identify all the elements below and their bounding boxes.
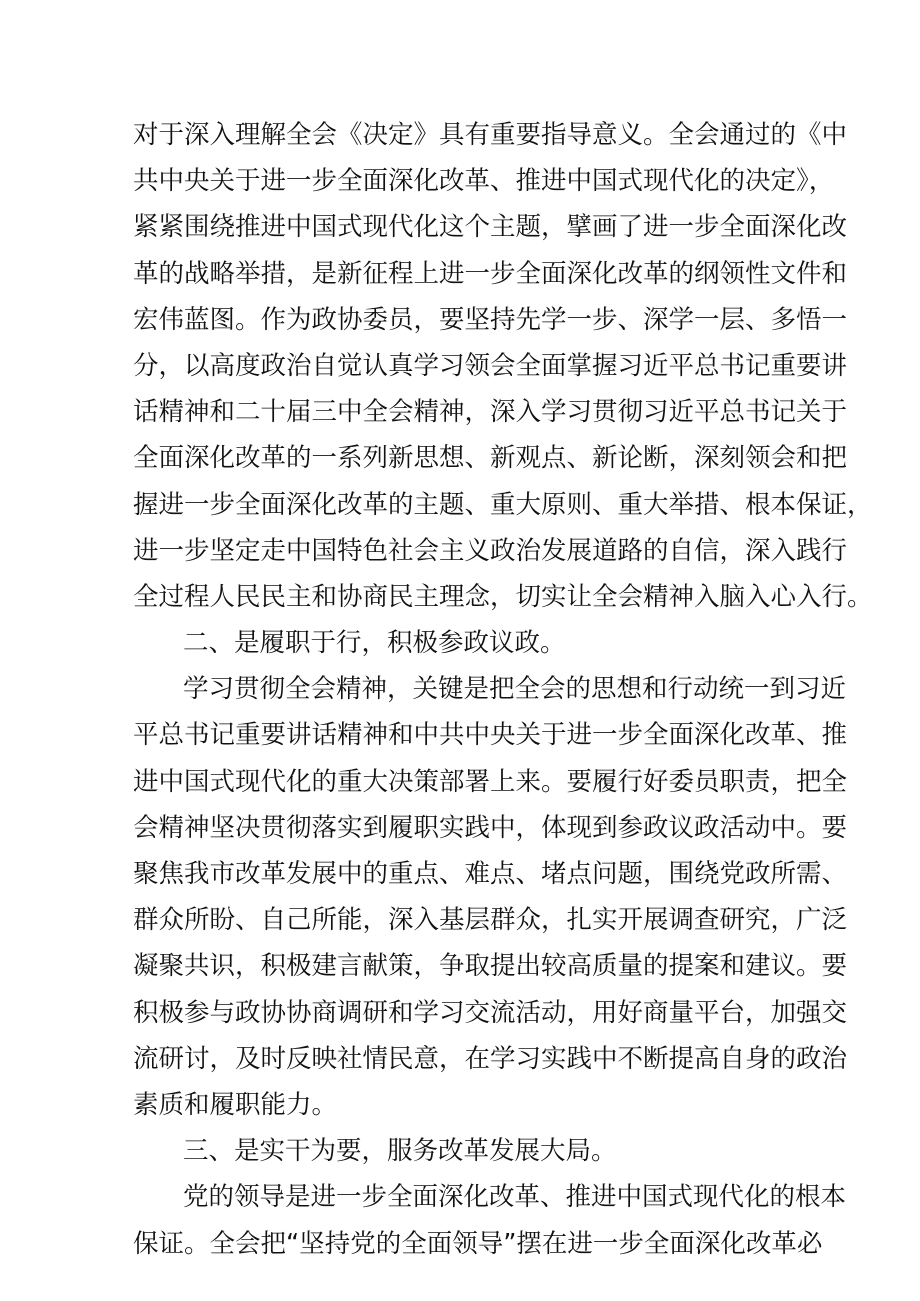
paragraph-line: 全面深化改革的一系列新思想、新观点、新论断，深刻领会和把 xyxy=(133,443,848,474)
paragraph-line: 流研讨，及时反映社情民意，在学习实践中不断提高自身的政治 xyxy=(133,1043,848,1074)
paragraph-line: 握进一步全面深化改革的主题、重大原则、重大举措、根本保证， xyxy=(133,489,873,520)
section-heading-2: 二、是履职于行，积极参政议政。 xyxy=(183,628,566,659)
paragraph-line: 平总书记重要讲话精神和中共中央关于进一步全面深化改革、推 xyxy=(133,720,848,751)
paragraph-line: 进中国式现代化的重大决策部署上来。要履行好委员职责，把全 xyxy=(133,766,848,797)
paragraph-line: 紧紧围绕推进中国式现代化这个主题，擘画了进一步全面深化改 xyxy=(133,212,848,243)
paragraph-line: 革的战略举措，是新征程上进一步全面深化改革的纲领性文件和 xyxy=(133,258,848,289)
document-body xyxy=(133,112,873,1267)
paragraph-line: 保证。全会把“坚持党的全面领导”摆在进一步全面深化改革必 xyxy=(133,1228,823,1259)
section-heading-3: 三、是实干为要，服务改革发展大局。 xyxy=(183,1136,617,1167)
paragraph-line: 党的领导是进一步全面深化改革、推进中国式现代化的根本 xyxy=(183,1182,847,1213)
paragraph-line: 全过程人民民主和协商民主理念，切实让全会精神入脑入心入行。 xyxy=(133,581,873,612)
paragraph-line: 分，以高度政治自觉认真学习领会全面掌握习近平总书记重要讲 xyxy=(133,350,848,381)
paragraph-line: 聚焦我市改革发展中的重点、难点、堵点问题，围绕党政所需、 xyxy=(133,859,848,889)
paragraph-line: 对于深入理解全会《决定》具有重要指导意义。全会通过的《中 xyxy=(133,120,848,150)
paragraph-line: 素质和履职能力。 xyxy=(133,1089,338,1120)
paragraph-line: 凝聚共识，积极建言献策，争取提出较高质量的提案和建议。要 xyxy=(133,951,848,982)
paragraph-line: 话精神和二十届三中全会精神，深入学习贯彻习近平总书记关于 xyxy=(133,397,848,428)
paragraph-line: 共中央关于进一步全面深化改革、推进中国式现代化的决定》， xyxy=(133,166,835,197)
paragraph-line: 进一步坚定走中国特色社会主义政治发展道路的自信，深入践行 xyxy=(133,535,848,566)
paragraph-line: 积极参与政协协商调研和学习交流活动，用好商量平台，加强交 xyxy=(133,997,848,1028)
paragraph-line: 学习贯彻全会精神，关键是把全会的思想和行动统一到习近 xyxy=(183,674,847,705)
paragraph-line: 会精神坚决贯彻落实到履职实践中，体现到参政议政活动中。要 xyxy=(133,812,848,843)
paragraph-line: 群众所盼、自己所能，深入基层群众，扎实开展调查研究，广泛 xyxy=(133,905,848,936)
paragraph-line: 宏伟蓝图。作为政协委员，要坚持先学一步、深学一层、多悟一 xyxy=(133,304,848,335)
